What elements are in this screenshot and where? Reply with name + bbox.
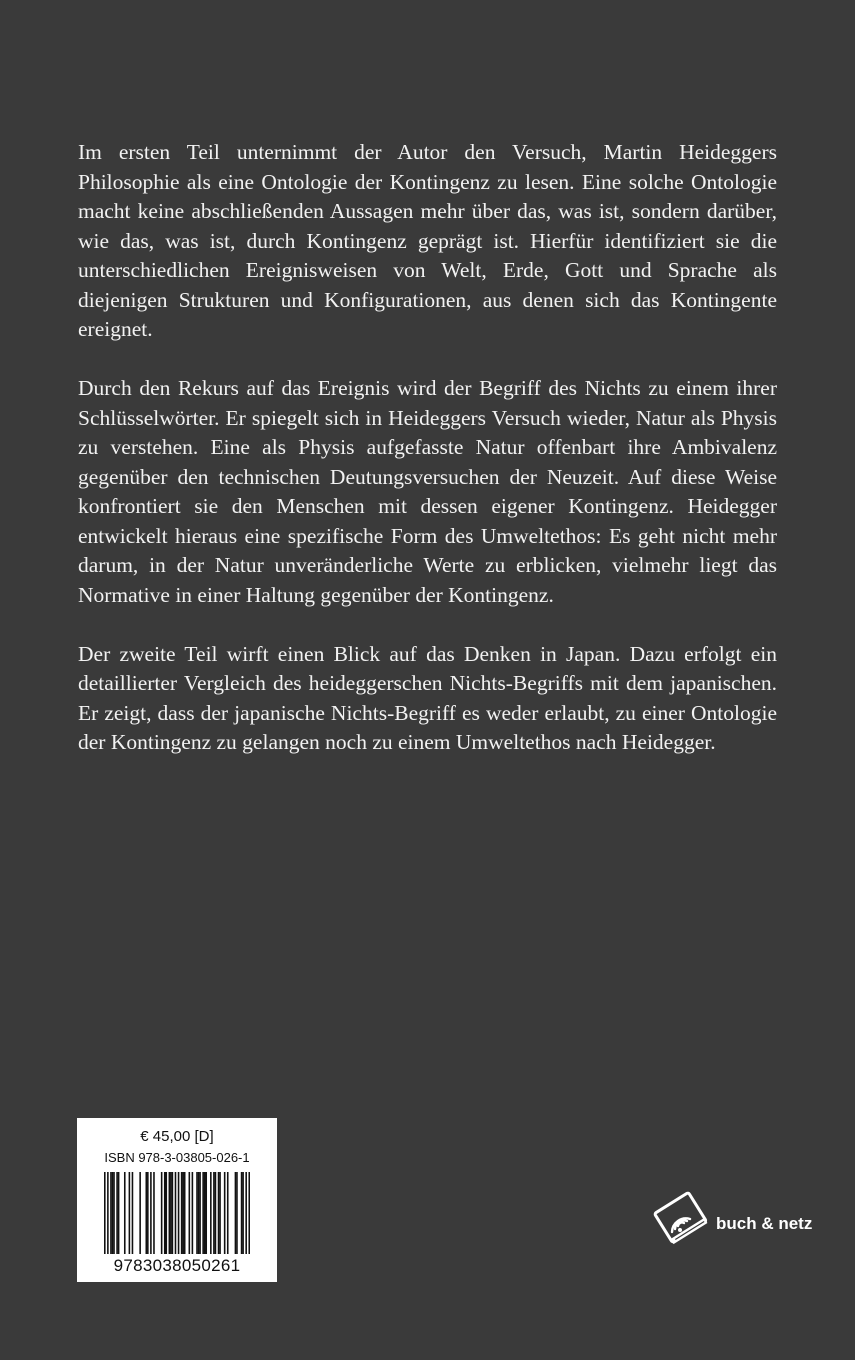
barcode-bar [248,1172,250,1254]
barcode-bar [169,1172,171,1254]
barcode-bar [202,1172,204,1254]
barcode-bar [165,1172,167,1254]
publisher-logo [652,1186,837,1252]
barcode-bar [210,1172,212,1254]
barcode-bar [116,1172,118,1254]
barcode-bar [204,1172,206,1254]
blurb-paragraph-2: Durch den Rekurs auf das Ereignis wird der Begriff des Nichts zu einem ihrer Schlüsselwörter. Er spiegelt sich in Heideggers Versuch wieder, Natur als Physis zu verstehen. Eine als Physis aufgefasste Natur offenbart ihre Ambivalenz gegenüber den technischen Deutungsversuchen der Neuzeit. Auf diese Weise konfrontiert sie den Menschen mit dessen eigener Kontingenz. Heidegger entwickelt hieraus eine spezifische Form des Umweltethos: Es geht nicht mehr darum, in der Natur unveränderliche Werte zu erblicken, vielmehr liegt das Normative in einer Haltung gegenüber der Kontingenz. [78,376,777,607]
barcode-bar [145,1172,147,1254]
barcode-bar [164,1172,166,1254]
barcode-bar [192,1172,194,1254]
barcode-bar [153,1172,155,1254]
blurb-paragraph-1: Im ersten Teil unternimmt der Autor den Versuch, Martin Heideggers Philosophie als eine Ontologie der Kontingenz zu lesen. Eine solche Ontologie macht keine abschließenden Aussagen mehr über das, was ist, sondern darüber, wie das, was ist, durch Kontingenz geprägt ist. Hierfür identifiziert sie die unterschiedlichen Ereignisweisen von Welt, Erde, Gott und Sprache als diejenigen Strukturen und Konfigurationen, aus denen sich das Kontingente ereignet. [78,140,777,341]
barcode-bar [205,1172,207,1254]
barcode-bar [242,1172,244,1254]
barcode-bar [139,1172,141,1254]
barcode-bar [110,1172,112,1254]
barcode-bar [118,1172,120,1254]
barcode-label [77,1118,277,1282]
barcode-bar [132,1172,134,1254]
barcode-bar [227,1172,229,1254]
barcode-bar [184,1172,186,1254]
barcode-bar [175,1172,177,1254]
price-label: € 45,00 [D] [140,1128,214,1145]
barcode-bar [147,1172,149,1254]
book-wifi-icon [652,1186,714,1252]
publisher-name: buch & netz [716,1214,813,1233]
barcode-bar [150,1172,152,1254]
barcode-bar [235,1172,237,1254]
barcode-bar [219,1172,221,1254]
barcode-bar [198,1172,200,1254]
barcode-bar [224,1172,226,1254]
barcode-bar [182,1172,184,1254]
barcode-bar [218,1172,220,1254]
barcode-bar [196,1172,198,1254]
barcode-bar [178,1172,180,1254]
barcode-bar [161,1172,163,1254]
barcode-bar [241,1172,243,1254]
barcode-bar [104,1172,106,1254]
barcode-bar [199,1172,201,1254]
barcode-bar [245,1172,247,1254]
barcode-bar [113,1172,115,1254]
barcode-bar [172,1172,174,1254]
back-cover-blurb [78,138,777,787]
barcode-icon [104,1172,250,1254]
barcode-bar [181,1172,183,1254]
ean-number: 9783038050261 [113,1256,241,1275]
blurb-paragraph-3: Der zweite Teil wirft einen Blick auf das Denken in Japan. Dazu erfolgt ein detaillierter Vergleich des heideggerschen Nichts-Begriffs mit dem japanischen. Er zeigt, dass der japanische Nichts-Begriff es weder erlaubt, zu einer Ontologie der Kontingenz zu gelangen noch zu einem Umweltethos nach Heidegger. [78,641,777,754]
isbn-label: ISBN 978-3-03805-026-1 [104,1150,250,1165]
barcode-bar [170,1172,172,1254]
barcode-bar [189,1172,191,1254]
barcode-bar [213,1172,215,1254]
barcode-bar [129,1172,131,1254]
barcode-bar [124,1172,126,1254]
barcode-bar [236,1172,238,1254]
barcode-bar [112,1172,114,1254]
barcode-bar [107,1172,109,1254]
barcode-bar [215,1172,217,1254]
